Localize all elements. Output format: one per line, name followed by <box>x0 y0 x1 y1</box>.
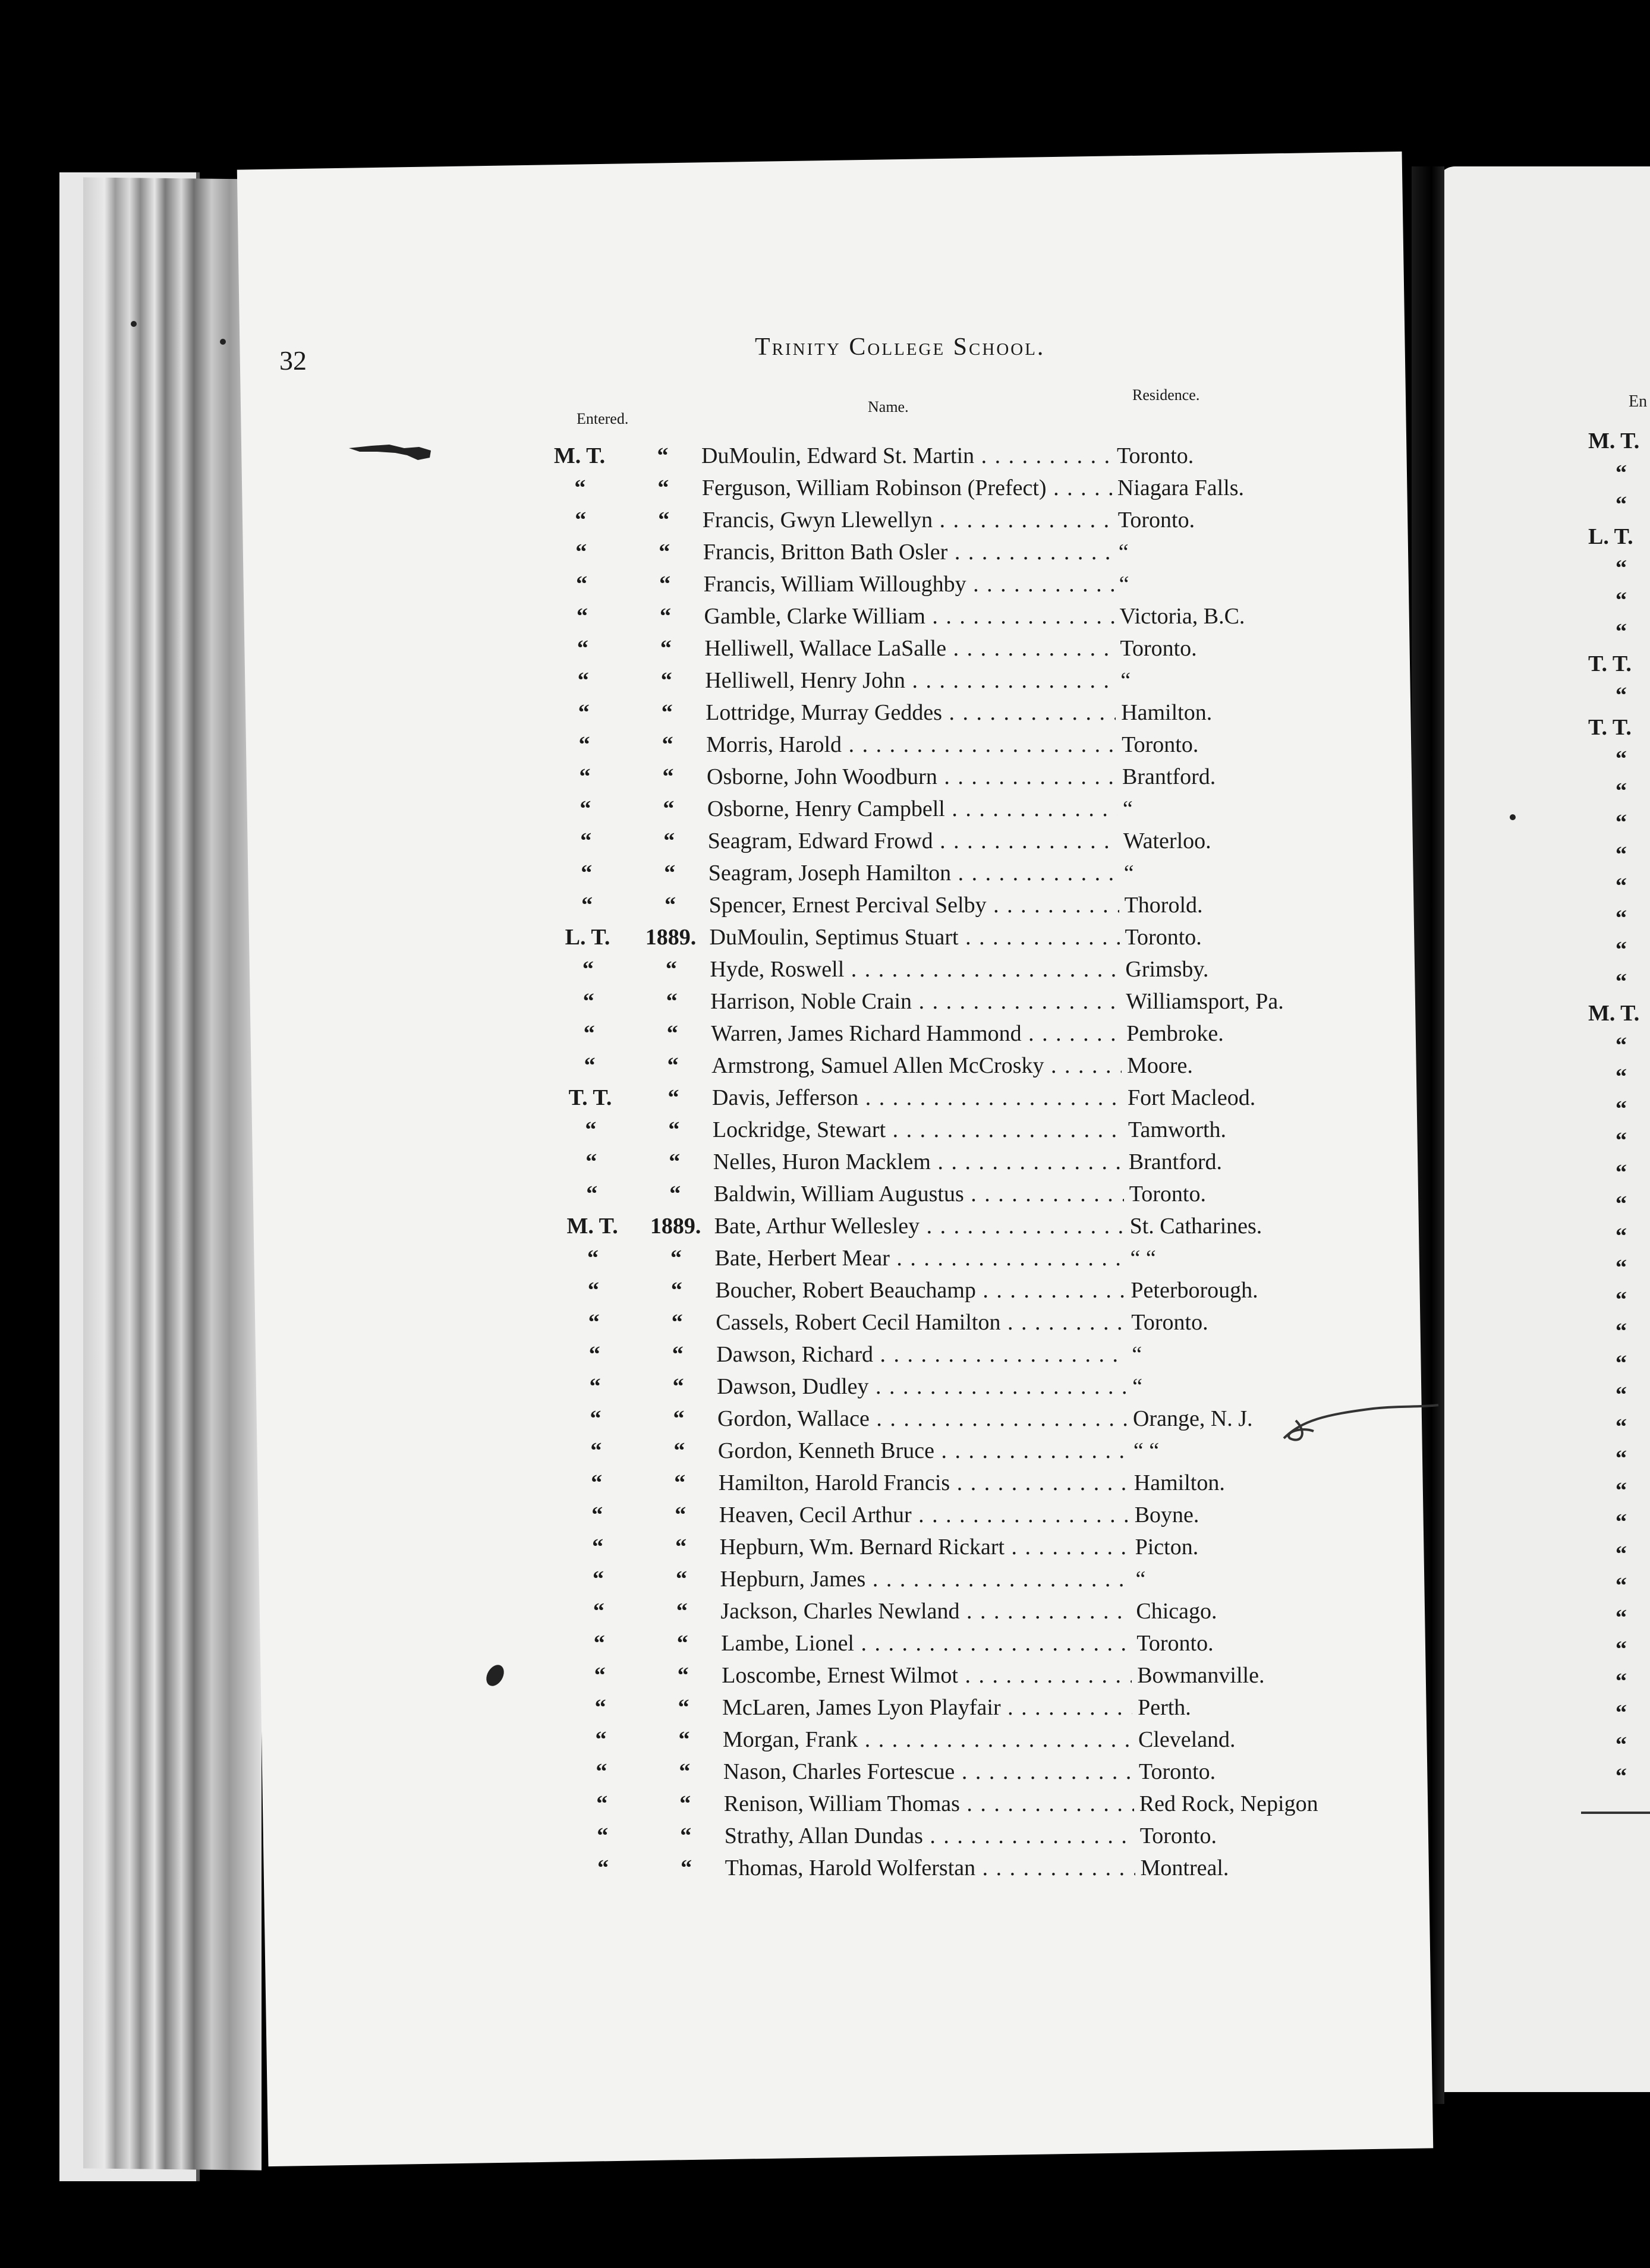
facing-page-term: “ <box>1616 969 1627 994</box>
entry-year: “ <box>662 764 674 789</box>
entry-year: “ <box>667 1053 679 1078</box>
entry-term: “ <box>582 957 594 982</box>
entry-term: “ <box>574 475 586 500</box>
entry-name: Strathy, Allan Dundas . . . <box>725 1823 1135 1849</box>
entry-residence: Perth. <box>1135 1694 1191 1721</box>
entry-term: “ <box>593 1599 604 1624</box>
facing-page-term: “ <box>1616 937 1627 962</box>
entry-name: Bate, Herbert Mear . . . <box>715 1245 1125 1271</box>
facing-page-term: “ <box>1616 1096 1627 1122</box>
entry-residence: Williamsport, Pa. <box>1123 988 1284 1015</box>
facing-page-term: “ <box>1616 1764 1627 1789</box>
entry-year: 1889. <box>645 925 697 950</box>
facing-page-term: T. T. <box>1588 651 1632 676</box>
entry-year: “ <box>678 1695 689 1720</box>
facing-page-term: “ <box>1616 1637 1627 1662</box>
entry-year: “ <box>666 1021 678 1046</box>
facing-page-term: “ <box>1616 1541 1627 1567</box>
entry-name: Davis, Jefferson . . . <box>712 1085 1122 1111</box>
entry-name: Francis, Gwyn Llewellyn . . . <box>703 507 1113 533</box>
entry-name: Spencer, Ernest Percival Selby . . . <box>709 892 1119 918</box>
facing-page-term: “ <box>1616 1605 1627 1630</box>
facing-page-term: “ <box>1616 1478 1627 1503</box>
entry-term: L. T. <box>565 925 610 950</box>
entry-year: “ <box>659 572 671 597</box>
entry-name: Hyde, Roswell . . . <box>710 956 1120 982</box>
entry-year: “ <box>665 957 677 982</box>
entry-residence: “ “ <box>1131 1438 1159 1464</box>
entry-name: Armstrong, Samuel Allen McCrosky . . . <box>711 1053 1122 1079</box>
entry-residence: Toronto. <box>1114 443 1194 469</box>
facing-page-term: “ <box>1616 746 1627 771</box>
entry-residence: Grimsby. <box>1123 956 1208 982</box>
entry-name: Baldwin, William Augustus . . . <box>714 1181 1124 1207</box>
entry-name: Lambe, Lionel . . . <box>721 1630 1131 1656</box>
entry-residence: St. Catharines. <box>1128 1213 1262 1239</box>
facing-page-term: “ <box>1616 1350 1627 1376</box>
entry-year: “ <box>669 1182 681 1207</box>
entry-residence: Orange, N. J. <box>1131 1406 1253 1432</box>
entry-year: “ <box>661 700 673 725</box>
entry-term: “ <box>589 1374 601 1399</box>
entry-residence: Fort Macleod. <box>1125 1085 1255 1111</box>
entry-residence: Montreal. <box>1138 1855 1229 1881</box>
entry-residence: “ <box>1130 1374 1142 1400</box>
entry-term: “ <box>591 1470 603 1495</box>
entry-term: M. T. <box>566 1214 618 1239</box>
entry-year: “ <box>664 861 676 886</box>
entry-term: “ <box>594 1695 606 1720</box>
entry-year: “ <box>679 1791 691 1816</box>
facing-page-term: “ <box>1616 460 1627 486</box>
entry-residence: “ <box>1117 571 1129 597</box>
entry-name: Thomas, Harold Wolferstan . . . <box>725 1855 1135 1881</box>
facing-page-term: “ <box>1616 1128 1627 1153</box>
entry-residence: Toronto. <box>1117 635 1196 662</box>
entry-year: “ <box>680 1823 692 1848</box>
entry-term: “ <box>588 1342 600 1367</box>
ink-speck <box>220 339 226 345</box>
entry-residence: Hamilton. <box>1132 1470 1225 1496</box>
facing-page-header: En <box>1629 392 1648 411</box>
entry-residence: Cleveland. <box>1136 1727 1236 1753</box>
entry-name: Francis, Britton Bath Osler . . . <box>703 539 1113 565</box>
entry-name: Nason, Charles Fortescue . . . <box>723 1759 1133 1785</box>
facing-page-term: “ <box>1616 1446 1627 1471</box>
entry-residence: “ <box>1122 860 1134 886</box>
ink-blot <box>348 440 437 464</box>
entry-year: “ <box>673 1438 685 1463</box>
entry-term: T. T. <box>568 1085 612 1110</box>
entry-term: “ <box>593 1567 604 1592</box>
entry-residence: Bowmanville. <box>1135 1662 1264 1689</box>
entry-term: “ <box>578 732 590 757</box>
pen-mark <box>1278 1397 1444 1450</box>
entry-name: Nelles, Huron Macklem . . . <box>713 1149 1123 1175</box>
entry-term: “ <box>577 636 588 661</box>
entry-year: “ <box>671 1310 683 1335</box>
facing-page-term: L. T. <box>1588 524 1633 549</box>
entry-name: Helliwell, Wallace LaSalle . . . <box>704 635 1114 662</box>
entry-term: “ <box>595 1727 607 1752</box>
entry-year: “ <box>672 1374 684 1399</box>
facing-page-term: “ <box>1616 1319 1627 1344</box>
entry-term: “ <box>592 1535 604 1560</box>
entry-residence: Thorold. <box>1122 892 1203 918</box>
entry-year: “ <box>660 668 672 693</box>
entry-year: “ <box>678 1727 690 1752</box>
entry-year: “ <box>672 1342 684 1367</box>
entry-year: “ <box>668 1117 680 1142</box>
facing-page-term: “ <box>1616 1414 1627 1439</box>
entry-term: “ <box>596 1759 607 1784</box>
entry-term: “ <box>594 1663 606 1688</box>
entry-year: “ <box>677 1663 689 1688</box>
entry-term: M. T. <box>553 443 606 468</box>
facing-page-rule <box>1581 1812 1650 1814</box>
entry-residence: Chicago. <box>1133 1598 1217 1624</box>
column-header-entered: Entered. <box>577 410 629 427</box>
entry-residence: “ <box>1118 667 1131 694</box>
entry-residence: Pembroke. <box>1124 1020 1224 1047</box>
column-header-name: Name. <box>868 398 909 415</box>
facing-page-term: “ <box>1616 1192 1627 1217</box>
entry-residence: Red Rock, Nepigon <box>1137 1791 1318 1817</box>
entry-year: “ <box>679 1759 691 1784</box>
ink-speck <box>131 321 137 327</box>
entry-term: “ <box>597 1856 609 1880</box>
entry-year: “ <box>666 989 678 1014</box>
entry-term: “ <box>576 572 588 597</box>
entry-residence: Toronto. <box>1123 924 1202 950</box>
entry-residence: “ <box>1129 1341 1142 1368</box>
entry-year: “ <box>663 796 675 821</box>
entry-term: “ <box>581 861 593 886</box>
entry-residence: Toronto. <box>1129 1309 1208 1335</box>
facing-page-term: “ <box>1616 1287 1627 1312</box>
entry-residence: Toronto. <box>1119 732 1198 758</box>
entry-term: “ <box>590 1438 602 1463</box>
entry-term: “ <box>596 1791 608 1816</box>
column-header-residence: Residence. <box>1132 386 1200 404</box>
entry-residence: Brantford. <box>1120 764 1216 790</box>
facing-page-term: “ <box>1616 1160 1627 1185</box>
facing-page-term: “ <box>1616 1700 1627 1725</box>
facing-page-term: “ <box>1616 1668 1627 1694</box>
entry-name: Morris, Harold . . . <box>706 732 1116 758</box>
entry-name: Seagram, Edward Frowd . . . <box>708 828 1118 854</box>
entry-residence: Waterloo. <box>1121 828 1211 854</box>
entry-name: Ferguson, William Robinson (Prefect) . . . <box>702 475 1112 501</box>
facing-page-term: “ <box>1616 587 1627 613</box>
entry-term: “ <box>577 668 589 693</box>
entry-year: “ <box>657 475 669 500</box>
entry-name: Boucher, Robert Beauchamp . . . <box>715 1277 1125 1303</box>
facing-page-term: “ <box>1616 810 1627 835</box>
entry-year: “ <box>676 1599 688 1624</box>
facing-page-term: “ <box>1616 842 1627 867</box>
facing-page-term: “ <box>1616 874 1627 899</box>
entry-residence: “ “ <box>1128 1245 1156 1271</box>
entry-residence: “ <box>1116 539 1129 565</box>
entry-name: Loscombe, Ernest Wilmot . . . <box>722 1662 1132 1689</box>
entry-name: Warren, James Richard Hammond . . . <box>711 1020 1121 1047</box>
facing-page-term: “ <box>1616 619 1627 644</box>
entry-term: “ <box>593 1631 605 1656</box>
entry-year: “ <box>663 829 675 853</box>
entry-year: “ <box>657 443 669 468</box>
facing-page-term: “ <box>1616 1732 1627 1757</box>
entry-residence: Niagara Falls. <box>1115 475 1244 501</box>
entry-residence: Peterborough. <box>1128 1277 1258 1303</box>
entry-name: Cassels, Robert Cecil Hamilton . . . <box>716 1309 1126 1335</box>
entry-year: “ <box>675 1502 687 1527</box>
entry-term: “ <box>575 540 587 565</box>
entry-name: Morgan, Frank . . . <box>723 1727 1133 1753</box>
entry-name: Lottridge, Murray Geddes . . . <box>706 700 1116 726</box>
entry-residence: Boyne. <box>1132 1502 1199 1528</box>
entry-residence: Toronto. <box>1136 1759 1216 1785</box>
entry-year: “ <box>665 893 676 918</box>
entry-year: “ <box>674 1470 686 1495</box>
entry-name: Gordon, Wallace . . . <box>717 1406 1128 1432</box>
entry-term: “ <box>591 1502 603 1527</box>
entry-year: “ <box>675 1535 687 1560</box>
entry-name: Gordon, Kenneth Bruce . . . <box>718 1438 1128 1464</box>
entry-term: “ <box>575 508 587 533</box>
entry-name: Bate, Arthur Wellesley . . . <box>714 1213 1125 1239</box>
facing-page-term: T. T. <box>1588 714 1632 740</box>
entry-year: “ <box>658 508 670 533</box>
facing-page-term: M. T. <box>1588 429 1640 453</box>
entry-term: “ <box>588 1310 600 1335</box>
entry-name: Dawson, Dudley . . . <box>717 1374 1127 1400</box>
entry-year: 1889. <box>650 1214 701 1239</box>
entry-year: “ <box>669 1149 681 1174</box>
entry-term: “ <box>587 1278 599 1303</box>
entry-name: Osborne, Henry Campbell . . . <box>707 796 1117 822</box>
page-number: 32 <box>279 345 307 376</box>
entry-year: “ <box>662 732 673 757</box>
entry-name: Lockridge, Stewart . . . <box>713 1117 1123 1143</box>
entry-term: “ <box>578 700 590 725</box>
entry-term: “ <box>585 1117 597 1142</box>
facing-page-term: “ <box>1616 1064 1627 1089</box>
entry-year: “ <box>670 1278 682 1303</box>
entry-year: “ <box>660 636 672 661</box>
running-title: Trinity College School. <box>755 333 1046 361</box>
entry-term: “ <box>582 989 594 1014</box>
entry-term: “ <box>597 1823 609 1848</box>
facing-page-term: “ <box>1616 1510 1627 1535</box>
entry-year: “ <box>676 1567 687 1592</box>
entry-term: “ <box>590 1406 602 1431</box>
entry-name: Renison, William Thomas . . . <box>724 1791 1134 1817</box>
entry-name: Heaven, Cecil Arthur . . . <box>719 1502 1129 1528</box>
entry-name: DuMoulin, Septimus Stuart . . . <box>710 924 1120 950</box>
facing-page-term: “ <box>1616 905 1627 931</box>
facing-page-term: “ <box>1616 556 1627 581</box>
entry-name: Dawson, Richard . . . <box>716 1341 1126 1368</box>
entry-year: “ <box>676 1631 688 1656</box>
facing-page-term: “ <box>1616 1032 1627 1058</box>
entry-name: Hepburn, Wm. Bernard Rickart . . . <box>720 1534 1130 1560</box>
entry-name: Harrison, Noble Crain . . . <box>710 988 1120 1015</box>
entry-term: “ <box>581 893 593 918</box>
entry-name: McLaren, James Lyon Playfair . . . <box>722 1694 1132 1721</box>
entry-year: “ <box>660 604 671 629</box>
entry-term: “ <box>587 1246 599 1271</box>
entry-residence: Toronto. <box>1127 1181 1206 1207</box>
entry-residence: “ <box>1120 796 1133 822</box>
facing-page-term: “ <box>1616 778 1627 804</box>
entry-residence: Hamilton. <box>1119 700 1212 726</box>
entry-term: “ <box>585 1149 597 1174</box>
entry-name: DuMoulin, Edward St. Martin . . . <box>701 443 1111 469</box>
entry-year: “ <box>659 540 670 565</box>
entry-name: Francis, William Willoughby . . . <box>704 571 1114 597</box>
entry-residence: Victoria, B.C. <box>1117 603 1245 629</box>
facing-page-term: “ <box>1616 492 1627 517</box>
entry-name: Hepburn, James . . . <box>720 1566 1131 1592</box>
entry-term: “ <box>580 829 592 853</box>
entry-residence: Toronto. <box>1116 507 1195 533</box>
entry-term: “ <box>577 604 588 629</box>
facing-page-term: M. T. <box>1588 1001 1640 1026</box>
facing-page-term: “ <box>1616 683 1627 708</box>
entry-name: Gamble, Clarke William . . . <box>704 603 1114 629</box>
facing-page-term: “ <box>1616 1223 1627 1249</box>
entry-residence: Brantford. <box>1126 1149 1222 1175</box>
entry-residence: Moore. <box>1125 1053 1193 1079</box>
facing-page-term: “ <box>1616 1382 1627 1407</box>
entry-name: Osborne, John Woodburn . . . <box>707 764 1117 790</box>
ink-speck <box>1510 814 1516 820</box>
entry-term: “ <box>579 764 591 789</box>
entry-name: Helliwell, Henry John . . . <box>705 667 1115 694</box>
entry-year: “ <box>667 1085 679 1110</box>
entry-residence: Toronto. <box>1138 1823 1217 1849</box>
entry-term: “ <box>580 796 591 821</box>
entry-year: “ <box>670 1246 682 1271</box>
entry-residence: Tamworth. <box>1126 1117 1226 1143</box>
facing-page-term: “ <box>1616 1255 1627 1280</box>
entry-residence: “ <box>1133 1566 1146 1592</box>
entry-term: “ <box>586 1182 598 1207</box>
entry-term: “ <box>584 1053 596 1078</box>
page-edges <box>83 177 262 2170</box>
entry-residence: Toronto. <box>1134 1630 1213 1656</box>
entry-term: “ <box>583 1021 595 1046</box>
entry-name: Seagram, Joseph Hamilton . . . <box>709 860 1119 886</box>
entry-year: “ <box>673 1406 685 1431</box>
entry-residence: Picton. <box>1133 1534 1199 1560</box>
entry-name: Hamilton, Harold Francis . . . <box>719 1470 1129 1496</box>
facing-page-term: “ <box>1616 1573 1627 1598</box>
entry-year: “ <box>681 1856 692 1880</box>
entry-name: Jackson, Charles Newland . . . <box>720 1598 1131 1624</box>
